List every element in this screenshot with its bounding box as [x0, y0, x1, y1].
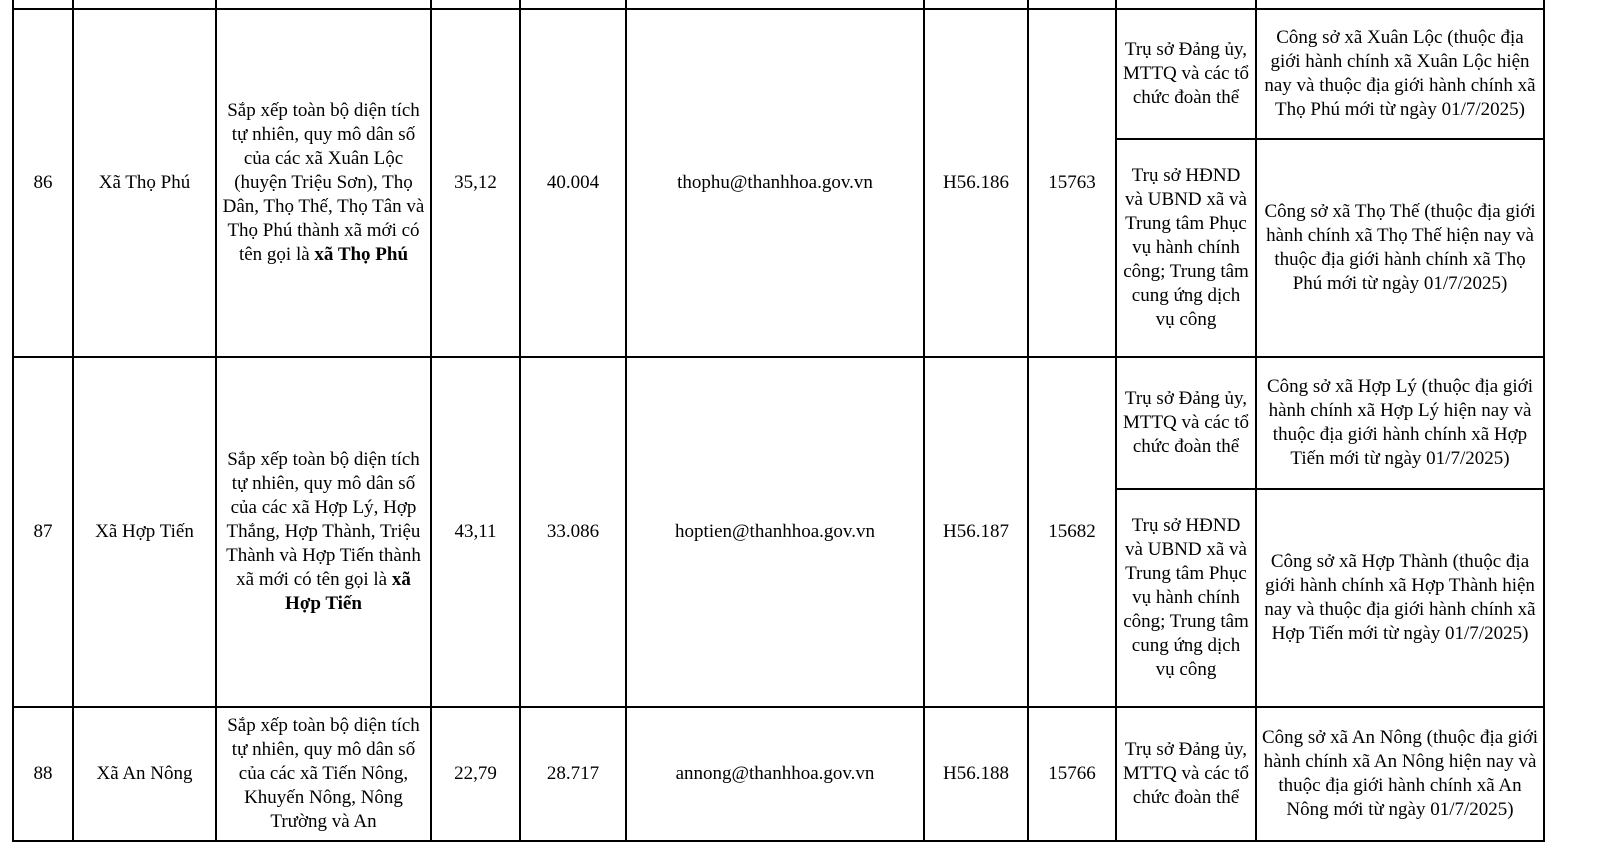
commune-name: Xã Hợp Tiến [73, 357, 216, 707]
cell [73, 0, 216, 9]
cell [924, 0, 1028, 9]
cell [13, 0, 73, 9]
office-type: Trụ sở HĐND và UBND xã và Trung tâm Phục vụ hành chính công; Trung tâm cung ứng dịch vụ công [1116, 139, 1256, 357]
postal-code: 15763 [1028, 9, 1116, 357]
merge-description: Sắp xếp toàn bộ diện tích tự nhiên, quy mô dân số của các xã Tiến Nông, Khuyến Nông, Nông Trường và An [216, 707, 431, 841]
postal-code: 15682 [1028, 357, 1116, 707]
population-value: 40.004 [520, 9, 626, 357]
clipped-previous-row [13, 0, 1544, 9]
office-type: Trụ sở Đảng ủy, MTTQ và các tổ chức đoàn thể [1116, 707, 1256, 841]
email-value: hoptien@thanhhoa.gov.vn [626, 357, 924, 707]
office-location: Công sở xã Thọ Thế (thuộc địa giới hành chính xã Thọ Thế hiện nay và thuộc địa giới hành chính xã Thọ Phú mới từ ngày 01/7/2025) [1256, 139, 1544, 357]
area-value: 43,11 [431, 357, 520, 707]
email-value: annong@thanhhoa.gov.vn [626, 707, 924, 841]
table-row [13, 707, 1544, 841]
admin-code: H56.186 [924, 9, 1028, 357]
merge-description: Sắp xếp toàn bộ diện tích tự nhiên, quy mô dân số của các xã Xuân Lộc (huyện Triệu Sơn), Thọ Dân, Thọ Thế, Thọ Tân và Thọ Phú thành xã mới có tên gọi là xã Thọ Phú [216, 9, 431, 357]
office-type: Trụ sở Đảng ủy, MTTQ và các tổ chức đoàn thể [1116, 357, 1256, 489]
population-value: 28.717 [520, 707, 626, 841]
population-value: 33.086 [520, 357, 626, 707]
commune-name: Xã An Nông [73, 707, 216, 841]
cell [626, 0, 924, 9]
top-fragment [431, 0, 520, 9]
office-type: Trụ sở HĐND và UBND xã và Trung tâm Phục vụ hành chính công; Trung tâm cung ứng dịch vụ công [1116, 489, 1256, 707]
cell [1116, 0, 1256, 9]
cell [216, 0, 431, 9]
area-value: 35,12 [431, 9, 520, 357]
commune-name: Xã Thọ Phú [73, 9, 216, 357]
cell [520, 0, 626, 9]
cell [1028, 0, 1116, 9]
email-value: thophu@thanhhoa.gov.vn [626, 9, 924, 357]
merge-description: Sắp xếp toàn bộ diện tích tự nhiên, quy mô dân số của các xã Hợp Lý, Hợp Thắng, Hợp Thành, Triệu Thành và Hợp Tiến thành xã mới có tên gọi là xã Hợp Tiến [216, 357, 431, 707]
table-row [13, 9, 1544, 139]
admin-code: H56.188 [924, 707, 1028, 841]
cell [1256, 0, 1544, 9]
office-location: Công sở xã Hợp Lý (thuộc địa giới hành chính xã Hợp Lý hiện nay và thuộc địa giới hành chính xã Hợp Tiến mới từ ngày 01/7/2025) [1256, 357, 1544, 489]
row-number: 86 [13, 9, 73, 357]
area-value: 22,79 [431, 707, 520, 841]
commune-table [12, 0, 1545, 842]
office-location: Công sở xã Hợp Thành (thuộc địa giới hành chính xã Hợp Thành hiện nay và thuộc địa giới hành chính xã Hợp Tiến mới từ ngày 01/7/2025) [1256, 489, 1544, 707]
admin-code: H56.187 [924, 357, 1028, 707]
row-number: 88 [13, 707, 73, 841]
office-location: Công sở xã An Nông (thuộc địa giới hành chính xã An Nông hiện nay và thuộc địa giới hành chính xã An Nông mới từ ngày 01/7/2025) [1256, 707, 1544, 841]
office-location: Công sở xã Xuân Lộc (thuộc địa giới hành chính xã Xuân Lộc hiện nay và thuộc địa giới hành chính xã Thọ Phú mới từ ngày 01/7/2025) [1256, 9, 1544, 139]
table-row [13, 357, 1544, 489]
office-type: Trụ sở Đảng ủy, MTTQ và các tổ chức đoàn thể [1116, 9, 1256, 139]
postal-code: 15766 [1028, 707, 1116, 841]
row-number: 87 [13, 357, 73, 707]
